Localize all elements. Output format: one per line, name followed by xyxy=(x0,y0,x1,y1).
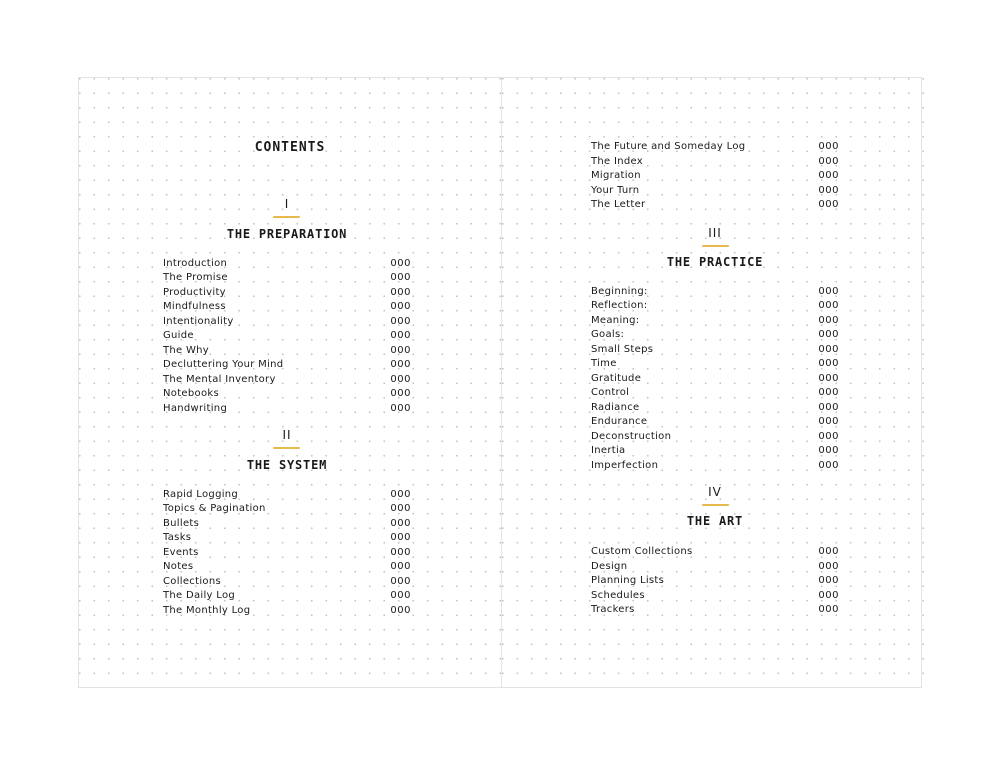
toc-entry-label: Notes xyxy=(163,561,194,572)
toc-entry-label: Mindfulness xyxy=(163,301,226,312)
toc-entry-label: Small Steps xyxy=(591,343,654,355)
toc-entry-page: 000 xyxy=(818,387,839,398)
toc-entry-page: 000 xyxy=(390,546,411,558)
toc-entry-page: 000 xyxy=(818,343,839,355)
toc-list-practice xyxy=(591,285,839,474)
toc-entry-page: 000 xyxy=(818,430,839,442)
toc-entry[interactable] xyxy=(591,589,839,604)
toc-entry-label: Guide xyxy=(163,330,194,341)
toc-entry-page: 000 xyxy=(390,561,411,572)
toc-entry-label: Trackers xyxy=(591,604,635,615)
toc-entry-label: Collections xyxy=(163,575,221,587)
toc-entry[interactable] xyxy=(163,502,411,517)
toc-entry[interactable] xyxy=(591,155,839,170)
toc-entry-page: 000 xyxy=(818,546,839,557)
toc-entry-page: 000 xyxy=(818,445,839,456)
toc-entry[interactable] xyxy=(591,372,839,387)
toc-entry-label: The Daily Log xyxy=(163,590,236,601)
toc-entry-page: 000 xyxy=(818,141,839,152)
toc-entry-label: Meaning: xyxy=(591,314,640,326)
toc-entry[interactable] xyxy=(163,373,411,388)
toc-entry-label: Introduction xyxy=(163,257,228,269)
toc-entry-label: Intentionality xyxy=(163,315,234,327)
toc-list-preparation xyxy=(163,257,411,417)
toc-entry[interactable] xyxy=(163,329,411,344)
toc-entry-label: Planning Lists xyxy=(591,575,665,586)
toc-entry-label: Rapid Logging xyxy=(163,488,239,500)
toc-entry[interactable] xyxy=(591,401,839,416)
section-title: THE PRACTICE xyxy=(666,255,764,269)
toc-entry-page: 000 xyxy=(390,503,411,514)
toc-entry-page: 000 xyxy=(818,560,839,572)
section-divider-rule xyxy=(273,216,300,218)
toc-entry[interactable] xyxy=(163,315,411,330)
toc-entry[interactable] xyxy=(163,358,411,373)
toc-entry-page: 000 xyxy=(818,358,839,369)
toc-entry[interactable] xyxy=(591,430,839,445)
section-divider-rule xyxy=(702,245,729,247)
toc-entry-page: 000 xyxy=(390,286,411,298)
toc-entry-label: The Future and Someday Log xyxy=(591,141,746,152)
toc-entry[interactable] xyxy=(591,545,839,560)
toc-entry-label: The Why xyxy=(163,344,210,356)
section-title: THE SYSTEM xyxy=(246,458,328,472)
toc-entry-page: 000 xyxy=(818,199,839,210)
toc-entry[interactable] xyxy=(163,257,411,272)
section-numeral: II xyxy=(282,428,292,442)
toc-entry[interactable] xyxy=(591,285,839,300)
section-numeral: I xyxy=(284,197,290,211)
section-divider-rule xyxy=(702,504,729,506)
toc-entry-label: Topics & Pagination xyxy=(163,503,266,514)
toc-entry-page: 000 xyxy=(390,373,411,385)
toc-entry[interactable] xyxy=(163,604,411,619)
toc-entry-page: 000 xyxy=(818,401,839,413)
section-title: THE PREPARATION xyxy=(226,227,348,241)
toc-entry[interactable] xyxy=(591,184,839,199)
toc-entry[interactable] xyxy=(591,314,839,329)
toc-entry[interactable] xyxy=(163,531,411,546)
toc-entry[interactable] xyxy=(591,386,839,401)
toc-entry-label: Endurance xyxy=(591,416,648,427)
toc-entry-page: 000 xyxy=(818,170,839,181)
contents-title: CONTENTS xyxy=(254,140,326,155)
toc-list-continued xyxy=(591,140,839,213)
toc-list-system xyxy=(163,488,411,619)
toc-entry[interactable] xyxy=(591,299,839,314)
toc-entry-label: Deconstruction xyxy=(591,430,672,442)
toc-entry-page: 000 xyxy=(818,416,839,427)
toc-entry-page: 000 xyxy=(390,517,411,529)
toc-entry-page: 000 xyxy=(390,359,411,370)
left-page xyxy=(79,78,501,687)
toc-entry-page: 000 xyxy=(818,372,839,384)
toc-entry[interactable] xyxy=(163,286,411,301)
toc-entry-page: 000 xyxy=(818,184,839,196)
toc-entry-page: 000 xyxy=(390,315,411,327)
toc-list-art xyxy=(591,545,839,618)
toc-entry[interactable] xyxy=(163,488,411,503)
toc-entry-label: The Monthly Log xyxy=(163,604,251,616)
toc-entry[interactable] xyxy=(163,589,411,604)
section-numeral: III xyxy=(708,226,722,240)
toc-entry-label: Bullets xyxy=(163,517,200,529)
toc-entry-page: 000 xyxy=(818,575,839,586)
toc-entry-label: Control xyxy=(591,387,630,398)
toc-entry-label: Imperfection xyxy=(591,459,659,471)
toc-entry-page: 000 xyxy=(818,589,839,601)
toc-entry-label: The Letter xyxy=(591,199,646,210)
toc-entry[interactable] xyxy=(591,343,839,358)
toc-entry-label: Goals: xyxy=(591,329,625,340)
toc-entry-page: 000 xyxy=(390,575,411,587)
toc-entry[interactable] xyxy=(591,574,839,589)
toc-entry[interactable] xyxy=(591,140,839,155)
toc-entry-label: The Mental Inventory xyxy=(163,373,276,385)
toc-entry[interactable] xyxy=(591,328,839,343)
toc-entry-label: Migration xyxy=(591,170,641,181)
book-spread xyxy=(78,77,922,688)
section-numeral: IV xyxy=(708,485,722,499)
toc-entry[interactable] xyxy=(591,169,839,184)
right-page xyxy=(501,78,924,687)
toc-entry[interactable] xyxy=(591,444,839,459)
toc-entry-page: 000 xyxy=(818,329,839,340)
toc-entry-page: 000 xyxy=(390,344,411,356)
toc-entry-label: Decluttering Your Mind xyxy=(163,359,284,370)
toc-entry-label: Productivity xyxy=(163,286,226,298)
toc-entry-page: 000 xyxy=(390,257,411,269)
toc-entry-label: Beginning: xyxy=(591,285,648,297)
toc-entry-page: 000 xyxy=(818,285,839,297)
toc-entry-label: Your Turn xyxy=(591,184,640,196)
toc-entry-page: 000 xyxy=(390,330,411,341)
toc-entry-page: 000 xyxy=(818,604,839,615)
toc-entry-label: Tasks xyxy=(163,532,192,543)
toc-entry[interactable] xyxy=(163,402,411,417)
toc-entry[interactable] xyxy=(163,517,411,532)
toc-entry-page: 000 xyxy=(818,314,839,326)
toc-entry-page: 000 xyxy=(390,488,411,500)
toc-entry-page: 000 xyxy=(818,300,839,311)
section-title: THE ART xyxy=(686,514,744,528)
toc-entry[interactable] xyxy=(591,415,839,430)
toc-entry[interactable] xyxy=(591,459,839,474)
toc-entry-label: Gratitude xyxy=(591,372,642,384)
toc-entry-label: Custom Collections xyxy=(591,546,693,557)
toc-entry-page: 000 xyxy=(390,388,411,399)
toc-entry-page: 000 xyxy=(818,459,839,471)
toc-entry-page: 000 xyxy=(390,604,411,616)
toc-entry-page: 000 xyxy=(390,402,411,414)
toc-entry[interactable] xyxy=(591,198,839,213)
toc-entry-label: The Index xyxy=(591,155,644,167)
toc-entry-page: 000 xyxy=(390,590,411,601)
toc-entry[interactable] xyxy=(591,603,839,618)
toc-entry-label: Schedules xyxy=(591,589,645,601)
toc-entry[interactable] xyxy=(163,300,411,315)
toc-entry-label: Inertia xyxy=(591,445,626,456)
toc-entry[interactable] xyxy=(591,357,839,372)
toc-entry-label: The Promise xyxy=(163,272,228,283)
section-divider-rule xyxy=(273,447,300,449)
toc-entry-page: 000 xyxy=(390,301,411,312)
toc-entry[interactable] xyxy=(591,560,839,575)
toc-entry-label: Design xyxy=(591,560,628,572)
toc-entry-label: Time xyxy=(591,358,617,369)
toc-entry[interactable] xyxy=(163,387,411,402)
toc-entry-page: 000 xyxy=(818,155,839,167)
toc-entry-label: Radiance xyxy=(591,401,640,413)
toc-entry[interactable] xyxy=(163,271,411,286)
toc-entry[interactable] xyxy=(163,575,411,590)
toc-entry-label: Events xyxy=(163,546,199,558)
toc-entry[interactable] xyxy=(163,560,411,575)
toc-entry[interactable] xyxy=(163,344,411,359)
toc-entry-label: Notebooks xyxy=(163,388,219,399)
toc-entry-page: 000 xyxy=(390,272,411,283)
toc-entry-label: Reflection: xyxy=(591,300,648,311)
toc-entry[interactable] xyxy=(163,546,411,561)
toc-entry-page: 000 xyxy=(390,532,411,543)
toc-entry-label: Handwriting xyxy=(163,402,228,414)
